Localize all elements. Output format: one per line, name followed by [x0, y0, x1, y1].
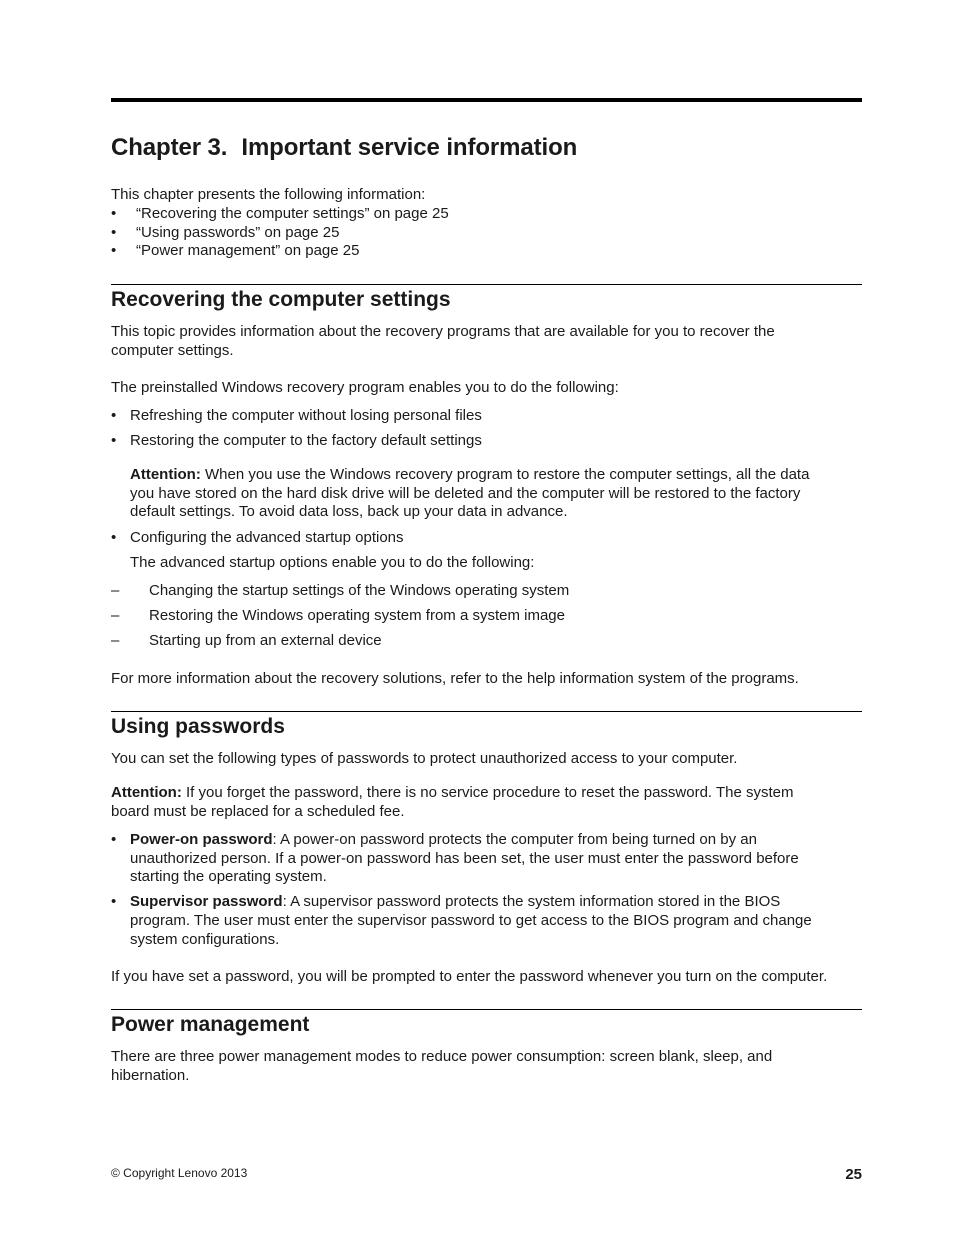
poweron-line1: [130, 830, 757, 849]
bullet-glyph: •: [111, 205, 117, 222]
poweron-line3: starting the operating system.: [130, 868, 327, 885]
attention-label: Attention:: [130, 466, 201, 483]
dash-item-system-image: Restoring the Windows operating system from a system image: [149, 607, 565, 624]
supervisor-text: : A supervisor password protects the system information stored in the BIOS: [282, 893, 781, 910]
bullet-restoring: Restoring the computer to the factory default settings: [130, 432, 482, 449]
passwords-closing: If you have set a password, you will be prompted to enter the password whenever you turn on the computer.: [111, 968, 828, 985]
bullet-glyph: •: [111, 242, 117, 259]
attention-line3: default settings. To avoid data loss, back up your data in advance.: [130, 503, 568, 520]
chapter-title-text: Important service information: [241, 134, 578, 161]
dash-item-external-device: Starting up from an external device: [149, 632, 382, 649]
link-passwords[interactable]: “Using passwords” on page 25: [136, 224, 340, 241]
section-rule: [111, 711, 862, 712]
recovering-para2: The preinstalled Windows recovery program enables you to do the following:: [111, 379, 619, 396]
advanced-intro: The advanced startup options enable you to do the following:: [130, 554, 535, 571]
passwords-intro: You can set the following types of passwords to protect unauthorized access to your computer.: [111, 750, 738, 767]
poweron-line2: unauthorized person. If a power-on password has been set, the user must enter the password before: [130, 850, 799, 867]
bullet-glyph: •: [111, 432, 117, 449]
bullet-refreshing: Refreshing the computer without losing personal files: [130, 407, 482, 424]
attention-text: When you use the Windows recovery program to restore the computer settings, all the data: [200, 466, 810, 483]
recovering-para1-line2: computer settings.: [111, 342, 234, 359]
attention-text: If you forget the password, there is no service procedure to reset the password. The system: [181, 784, 794, 801]
bullet-glyph: •: [111, 407, 117, 424]
chapter-number: Chapter 3.: [111, 134, 228, 161]
section-rule: [111, 284, 862, 285]
passwords-attention-line1: [111, 783, 794, 802]
dash-glyph: –: [111, 607, 120, 624]
power-line2: hibernation.: [111, 1067, 190, 1084]
supervisor-line3: system configurations.: [130, 931, 280, 948]
attention-line1: [130, 465, 809, 484]
passwords-attention-line2: board must be replaced for a scheduled fee.: [111, 803, 405, 820]
supervisor-label: Supervisor password: [130, 893, 283, 910]
bullet-configuring: Configuring the advanced startup options: [130, 529, 404, 546]
poweron-text: : A power-on password protects the computer from being turned on by an: [272, 831, 757, 848]
recovering-para1-line1: This topic provides information about the recovery programs that are available for you to recover the: [111, 323, 775, 340]
chapter-top-rule: [111, 98, 862, 102]
power-line1: There are three power management modes to reduce power consumption: screen blank, sleep, and: [111, 1048, 773, 1065]
bullet-glyph: •: [111, 831, 117, 848]
attention-line2: you have stored on the hard disk drive will be deleted and the computer will be restored to the factory: [130, 485, 801, 502]
recovering-more-info: For more information about the recovery solutions, refer to the help information system of the programs.: [111, 670, 799, 687]
bullet-glyph: •: [111, 529, 117, 546]
dash-item-startup-settings: Changing the startup settings of the Windows operating system: [149, 582, 570, 599]
bullet-glyph: •: [111, 224, 117, 241]
heading-recovering: Recovering the computer settings: [111, 288, 451, 311]
section-rule: [111, 1009, 862, 1010]
dash-glyph: –: [111, 632, 120, 649]
dash-glyph: –: [111, 582, 120, 599]
chapter-title: [111, 134, 577, 162]
footer-copyright: © Copyright Lenovo 2013: [111, 1166, 248, 1180]
intro-text: This chapter presents the following information:: [111, 186, 426, 203]
supervisor-line1: [130, 892, 780, 911]
poweron-label: Power-on password: [130, 831, 273, 848]
link-recovering[interactable]: “Recovering the computer settings” on page 25: [136, 205, 449, 222]
bullet-glyph: •: [111, 893, 117, 910]
link-power[interactable]: “Power management” on page 25: [136, 242, 360, 259]
page-number: 25: [845, 1166, 862, 1183]
attention-label: Attention:: [111, 784, 182, 801]
heading-passwords: Using passwords: [111, 715, 285, 738]
heading-power: Power management: [111, 1013, 310, 1036]
supervisor-line2: program. The user must enter the supervisor password to get access to the BIOS program and change: [130, 912, 812, 929]
